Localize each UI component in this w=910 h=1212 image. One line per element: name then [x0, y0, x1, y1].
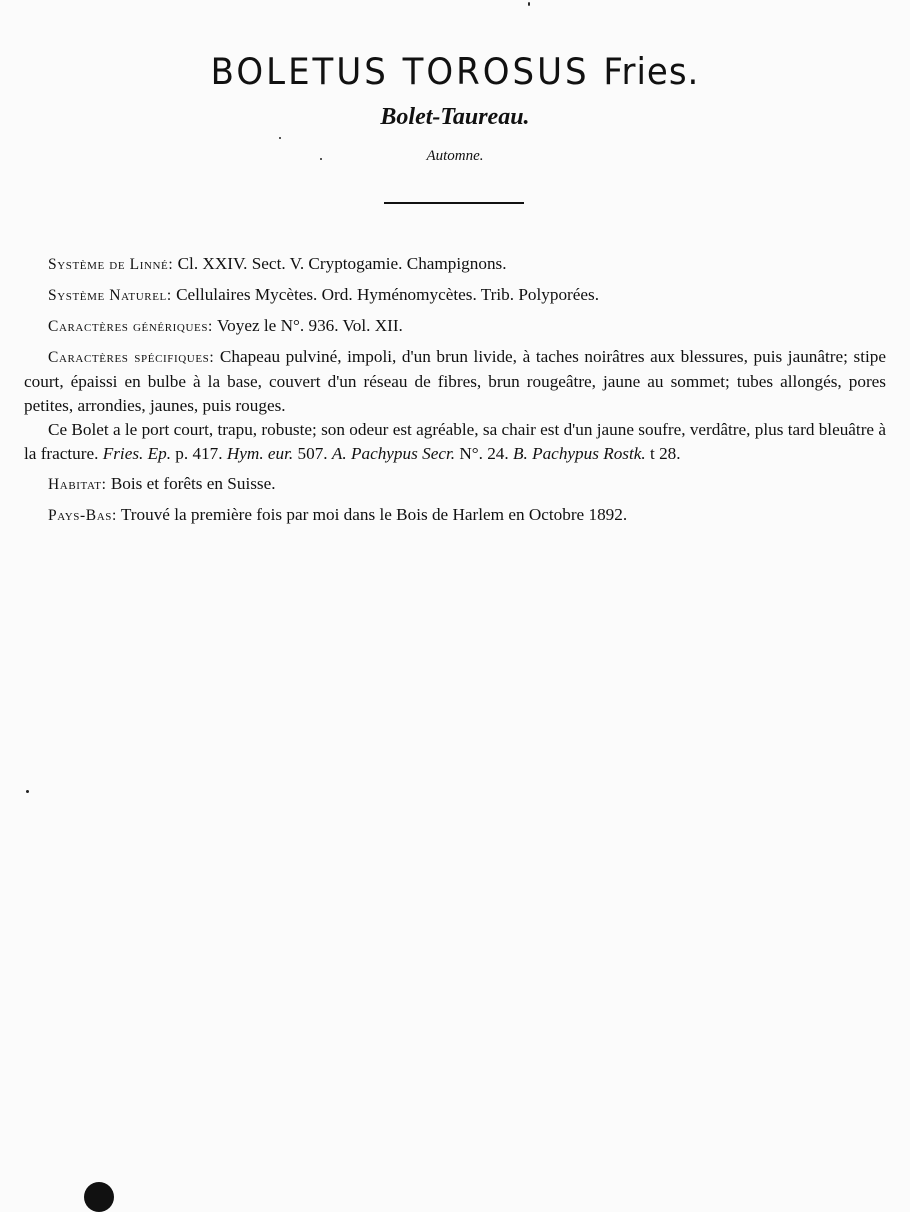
title-species: BOLETUS TOROSUS [210, 50, 590, 94]
title-author: Fries. [603, 50, 700, 94]
dust-speck [279, 137, 281, 139]
section-text: Chapeau pulviné, impoli, d'un brun livide, à taches noirâtres aux blessures, puis jaunâtre; stipe court, épaissi en bulbe à la base, couvert d'un réseau de fibres, brun rougeâtre, jaune au sommet; tubes allongés, pores petites, arrondies, jaunes, puis rouges. [24, 347, 886, 415]
section-habitat [24, 472, 886, 497]
section-text: Trouvé la première fois par moi dans le Bois de Harlem en Octobre 1892. [120, 505, 628, 524]
description-text: p. 417. [175, 444, 223, 463]
page-title [0, 50, 910, 93]
section-pays-bas [24, 503, 886, 528]
description-text: Ce Bolet a le port court, trapu, robuste; son odeur est agréable, sa chair est d'un jaune soufre, verdâtre, plus tard bleuâtre à la fracture. [24, 420, 886, 463]
dust-speck [528, 2, 530, 6]
section-label: Caractères spécifiques: [48, 349, 215, 366]
section-label: Habitat: [48, 476, 107, 493]
ink-blot [84, 1182, 114, 1212]
section-label: Système de Linné: [48, 256, 174, 273]
reference: Fries. Ep. [102, 444, 171, 463]
section-description [24, 418, 886, 466]
section-text: Bois et forêts en Suisse. [110, 474, 276, 493]
season-label: Automne. [426, 148, 484, 164]
section-naturel [24, 283, 886, 308]
dust-speck [26, 790, 29, 793]
section-linne [24, 252, 886, 277]
section-text: Cl. XXIV. Sect. V. Cryptogamie. Champignons. [177, 254, 507, 273]
section-text: Voyez le N°. 936. Vol. XII. [216, 316, 403, 335]
description-text: t 28. [650, 444, 681, 463]
section-label: Pays-Bas: [48, 507, 117, 524]
reference: B. Pachypus Rostk. [513, 444, 646, 463]
section-text: Cellulaires Mycètes. Ord. Hyménomycètes. Trib. Polyporées. [176, 285, 600, 304]
title-divider [384, 202, 524, 204]
reference: A. Pachypus Secr. [331, 444, 456, 463]
section-label: Système Naturel: [48, 287, 172, 304]
section-specifiques [24, 345, 886, 418]
section-generiques [24, 314, 886, 339]
description-text: 507. [297, 444, 328, 463]
description-text: N°. 24. [459, 444, 509, 463]
common-name: Bolet-Taureau. [380, 104, 530, 130]
section-label: Caractères génériques: [48, 318, 213, 335]
dust-speck [320, 158, 322, 160]
description-body [24, 252, 886, 534]
reference: Hym. eur. [226, 444, 294, 463]
